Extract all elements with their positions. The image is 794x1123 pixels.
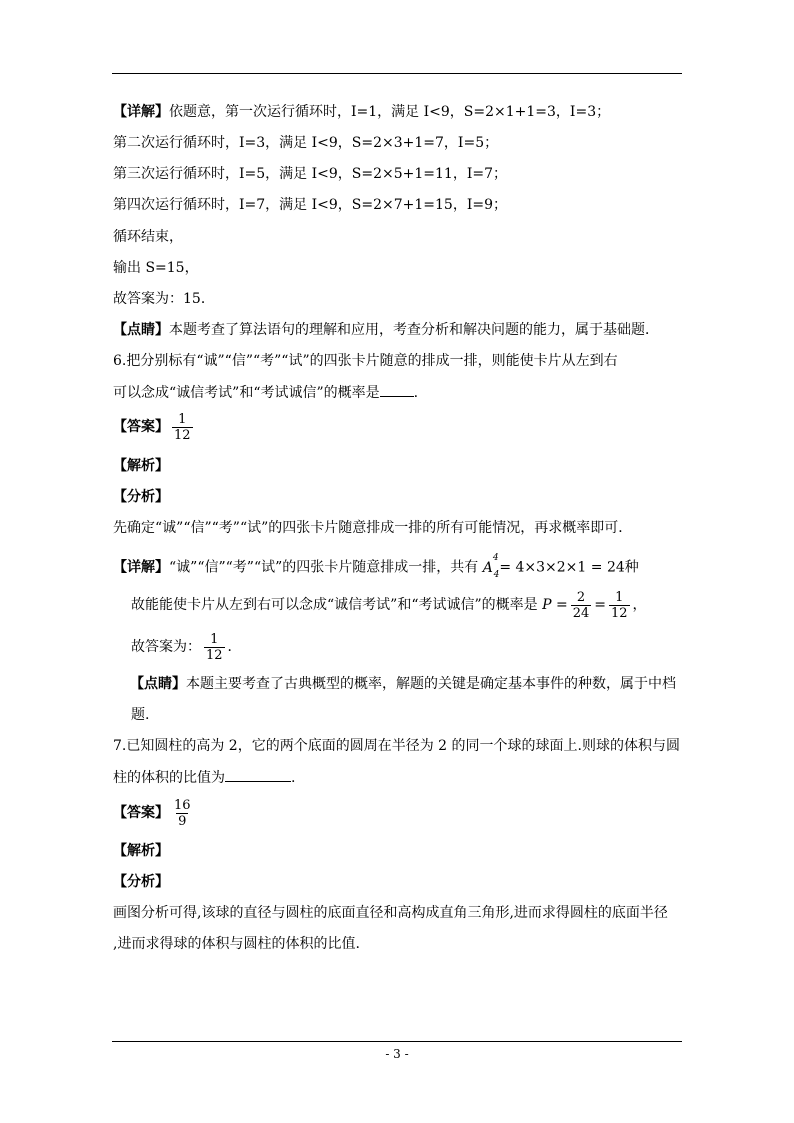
q7-question-line-2: 柱的体积的比值为 . [113,767,295,788]
answer-label: 【答案】 [113,805,169,821]
answer-fraction: $\frac{1}{12}$ [174,411,191,443]
q7-analysis-label: 【解析】 [113,843,169,859]
footer-rule [112,1041,682,1042]
page-number: - 3 - [385,1047,409,1061]
q7-answer-line [113,796,196,830]
q6-fenxi-text: 先确定“诚”“信”“考”“试”的四张卡片随意排成一排的所有可能情况，再求概率即可． [113,520,633,536]
note-label: 【点睛】 [113,322,169,338]
detail-line-3: 第三次运行循环时，I=5，满足 I<9，S=2×5+1=11，I=7； [113,166,508,182]
q7-fenxi-text-2: ,进而求得球的体积与圆柱的体积的比值. [113,936,360,952]
detail-line-1: 【详解】依题意，第一次运行循环时，I=1，满足 I<9，S=2×1+1=3，I=3； [113,104,611,120]
q6-fenxi-label: 【分析】 [113,489,169,505]
q6-probability-line: 故能能使卡片从左到右可以念成“诚信考试”和“考试诚信”的概率是 P = $\frac{2}{24}$ = $\frac{1}{12}$ ， [131,589,647,621]
q6-note-line-2: 题. [131,707,150,723]
q7-fenxi-text-1: 画图分析可得,该球的直径与圆柱的底面直径和高构成直角三角形,进而求得圆柱的底面半径 [113,905,668,921]
answer-blank [225,767,291,782]
note-line: 【点睛】本题考查了算法语句的理解和应用，考查分析和解决问题的能力，属于基础题． [113,322,659,338]
q6-analysis-label: 【解析】 [113,458,169,474]
prob-fraction-2: $\frac{1}{12}$ [610,589,628,621]
answer-blank [380,382,414,397]
q6-detail-line: 【详解】“诚”“信”“考”“试”的四张卡片随意排成一排，共有 $A^4_4= 4\times 3\times 2\times 1 = 24$种 [113,553,639,581]
answer-label: 【答案】 [113,419,169,435]
detail-line-7: 故答案为：15． [113,291,215,307]
permutation-symbol: $A^4_4$ [482,553,500,581]
note-label: 【点睛】 [130,676,186,692]
q6-final-answer-line: 故答案为： $\frac{1}{12}$ ． [131,631,242,663]
q7-fenxi-label: 【分析】 [113,874,169,890]
detail-label: 【详解】 [113,104,169,120]
detail-line-4: 第四次运行循环时，I=7，满足 I<9，S=2×7+1=15，I=9； [113,197,508,213]
detail-line-2: 第二次运行循环时，I=3，满足 I<9，S=2×3+1=7，I=5； [113,135,499,151]
final-answer-fraction: $\frac{1}{12}$ [206,631,223,663]
q6-question-line-1: 6.把分别标有“诚”“信”“考”“试”的四张卡片随意的排成一排，则能使卡片从左到右 [113,353,618,369]
answer-fraction: $\frac{16}{9}$ [174,797,191,829]
q6-question-line-2: 可以念成“诚信考试”和“考试诚信”的概率是 . [113,382,418,403]
header-rule [112,73,682,74]
q7-question-line-1: 7.已知圆柱的高为 2，它的两个底面的圆周在半径为 2 的同一个球的球面上.则球的体积与圆 [113,738,680,754]
detail-line-6: 输出 S=15， [113,260,199,276]
q6-answer-line [113,410,196,444]
q6-note-line: 【点睛】本题主要考查了古典概型的概率，解题的关键是确定基本事件的种数，属于中档 [130,676,676,692]
prob-fraction-1: $\frac{2}{24}$ [572,589,590,621]
detail-label: 【详解】 [113,559,169,576]
detail-line-5: 循环结束， [113,229,183,245]
